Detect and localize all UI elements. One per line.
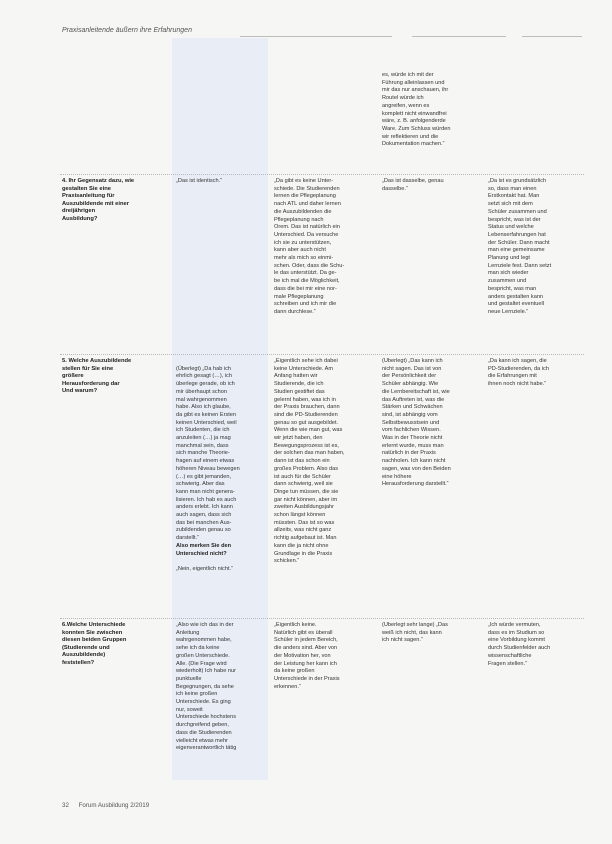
answer-5-c: (Überlegt) „Das kann ich nicht sagen. Das ist von der Persönlichkeit der Schüler abhängig. Wie die Lernbereitschaft ist, wie das Auftreten ist, was die Stärken und Schwächen sind, ist abhängig vom Selbstbewusstsein und vom fachlichen Wissen. Was in der Theorie nicht erlernt wurde, muss man natürlich in der Praxis nachholen. Ich kann nicht sagen, was von den Beiden eine höhere Herausforderung darstellt.“ (382, 358, 451, 488)
followup-answer: „Nein, eigentlich nicht.“ (176, 565, 233, 572)
answer-4-c: „Das ist dasselbe, genau dasselbe.“ (382, 178, 444, 192)
row-divider (60, 618, 584, 619)
publication-name: Forum Ausbildung 2/2019 (78, 802, 150, 809)
answer-6-c: (Überlegt sehr lange) „Das weiß ich nicht, das kann ich nicht sagen.“ (382, 622, 448, 644)
running-head: Praxisanleitende äußern ihre Erfahrungen (62, 27, 192, 34)
row-divider (60, 354, 584, 355)
continued-answer: es, würde ich mit der Führung alleinlassen und mir das nur anschauen, ihr Routel würde ich angreifen, wenn es komplett nicht einwandfrei wäre, z. B. anfolgenderde Ware. Zum Schluss würden wir reflektieren und die Dokumentation machen.“ (382, 72, 451, 148)
question-6: 6.Welche Unterschiede konnten Sie zwischen diesen beiden Gruppen (Studierende und Auszubildende) feststellen? (62, 622, 127, 666)
interview-table (60, 38, 584, 780)
answer-6-b: „Eigentlich keine. Natürlich gibt es überall Schüler in jedem Bereich, die anders sind. Aber von der Motivation her, von der Leistung her kann ich da keine großen Unterschiede in der Praxis erkennen.“ (274, 622, 340, 690)
question-4: 4. Ihr Gegensatz dazu, wie gestalten Sie eine Praxisanleitung für Auszubildende mit einer dreijährigen Ausbildung? (62, 178, 135, 222)
question-5: 5. Welche Auszubildende stellen für Sie eine größere Herausforderung dar Und warum? (62, 358, 132, 395)
header-rule (522, 36, 582, 37)
answer-4-b: „Da gibt es keine Unter- schiede. Die Studierenden lernen die Pflegeplanung nach ATL und daher lernen die Auszubildenden die Pflegeplanung nach Orem. Das ist natürlich ein Unterschied. Da versuche ich sie zu unterstützen, kann aber auch nicht mehr als mich so einmi- schen. Oder, dass die Schu- le das unterstützt. Da ge- be ich mal die Möglichkeit, dass die bei mir eine nor- male Pflegeplanung schreiben und ich mir die dann durchlese.“ (274, 178, 345, 315)
answer-6-a: „Also wie ich das in der Anleitung wahrgenommen habe, sehe ich da keine großen Unterschiede. Alle. (Die Frage wird wiederholt) Ich habe nur punktuelle Begegnungen, da sehe ich keine großen Unterschiede. Es ging nur, soweit Unterschiede hochstens durchgreifend geben, dass die Studierenden vielleicht etwas mehr eigenverantwortlich tätig (176, 622, 237, 752)
answer-5-a-text: (Überlegt) „Da hab ich ehrlich gesagt (…), ich überlege gerade, ob ich mir überhaupt schon mal wahrgenommen habe. Also ich glaube, da gibt es keinen Ersten keinen Unterschied, weil ich Studenten, die ich anzuleiten (…) ja mag manchmal sein, dass sich manche Theorie- fragen auf einem etwas höheren Niveau bewegen (…) es gibt jemanden, schwierig. Aber das kann man nicht genera- lisieren. Ich hab es auch anders erlebt. Ich kann auch sagen, dass sich das bei manchen Aus- zubildenden genau so darstellt.“ (176, 365, 240, 542)
answer-4-d: „Da ist es grundsätzlich so, dass man einen Erstkontakt hat. Man setzt sich mit dem Schüler zusammen und bespricht, was ist der Status und welche Lebenserfahrungen hat der Schüler. Dann macht man eine gemeinsame Planung und legt Lernziele fest. Dann setzt man sich wieder zusammen und bespricht, was man anders gestalten kann und gestaltet eventuell neue Lernziele.“ (488, 178, 552, 315)
followup-question: Also merken Sie den Unterschied nicht? (176, 542, 232, 557)
answer-6-d: „Ich würde vermuten, dass es im Studium so eine Vorbildung kommt durch Studienfelder auch wissenschaftliche Fragen stellen.“ (488, 622, 551, 667)
answer-4-a: „Das ist identisch.“ (176, 178, 223, 184)
header-rule (412, 36, 506, 37)
answer-5-b: „Eigentlich sehe ich dabei keine Unterschiede. Am Anfang hatten wir Studierende, die ich Studien gestiftet das gelernt haben, was ich in der Praxis brauchen, dann sind die PD-Studierenden genau so gut ausgebildet. Wenn die wie man gut, was wir jetzt haben, den Bewegungsprozess ist es, der solchen das man haben, dann ist das schon ein großes Problem. Also das ist auch für die Schüler dann schwierig, weil sie Dinge tun müssen, die sie gar nicht können, aber im zweiten Ausbildungsjahr schon längst können müssten. Das ist so was allzeits, was nicht ganz richtig aufgebaut ist. Man kann die ja nicht ohne Grundlage in die Praxis schicken.“ (274, 358, 345, 565)
row-divider (60, 174, 584, 175)
header-rule (240, 36, 392, 37)
page-number: 32 (62, 802, 69, 809)
answer-5-a (176, 358, 268, 574)
page-footer (62, 802, 149, 809)
answer-5-d: „Da kann ich sagen, die PD-Studierenden, da ich die Erfahrungen mit ihnen noch nicht habe.“ (488, 358, 549, 388)
